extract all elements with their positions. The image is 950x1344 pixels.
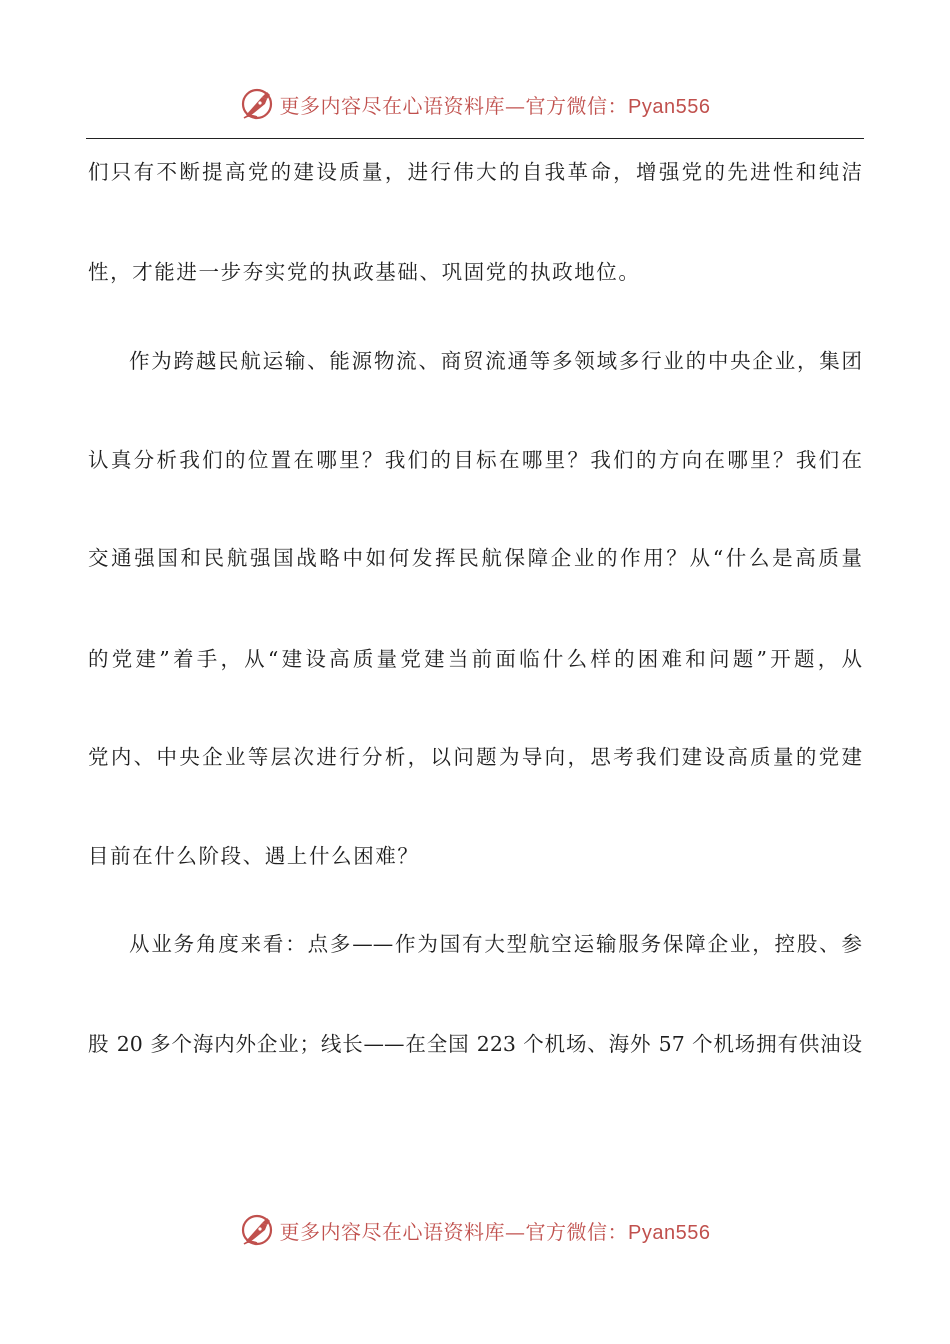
header-banner — [0, 84, 950, 124]
footer-wechat-id: Pyan556 — [628, 1221, 711, 1244]
body-line: 从业务角度来看：点多——作为国有大型航空运输服务保障企业，控股、参 — [129, 932, 862, 956]
body-line: 作为跨越民航运输、能源物流、商贸流通等多领域多行业的中央企业，集团 — [129, 349, 862, 373]
header-banner-text — [280, 90, 711, 119]
pen-nib-logo-icon — [240, 1213, 274, 1247]
header-rule — [86, 138, 864, 139]
header-banner-inner — [240, 87, 711, 121]
header-wechat-id: Pyan556 — [628, 95, 711, 118]
body-line: 们只有不断提高党的建设质量，进行伟大的自我革命，增强党的先进性和纯洁 — [88, 160, 862, 184]
header-banner-cn: 更多内容尽在心语资料库—官方微信： — [279, 93, 629, 118]
body-line: 认真分析我们的位置在哪里？我们的目标在哪里？我们的方向在哪里？我们在 — [88, 448, 862, 472]
body-line: 党内、中央企业等层次进行分析，以问题为导向，思考我们建设高质量的党建 — [88, 745, 862, 769]
pen-nib-logo-icon — [240, 87, 274, 121]
body-line: 性，才能进一步夯实党的执政基础、巩固党的执政地位。 — [88, 260, 641, 284]
body-line: 目前在什么阶段、遇上什么困难？ — [88, 844, 420, 868]
footer-banner-inner — [240, 1213, 711, 1247]
body-line: 交通强国和民航强国战略中如何发挥民航保障企业的作用？从“什么是高质量 — [88, 546, 862, 570]
footer-banner — [0, 1210, 950, 1250]
footer-banner-cn: 更多内容尽在心语资料库—官方微信： — [279, 1219, 629, 1244]
body-line: 的党建”着手，从“建设高质量党建当前面临什么样的困难和问题”开题，从 — [88, 647, 862, 671]
body-line: 股 20 多个海内外企业；线长——在全国 223 个机场、海外 57 个机场拥有供油设 — [88, 1032, 862, 1056]
footer-banner-text — [280, 1216, 711, 1245]
